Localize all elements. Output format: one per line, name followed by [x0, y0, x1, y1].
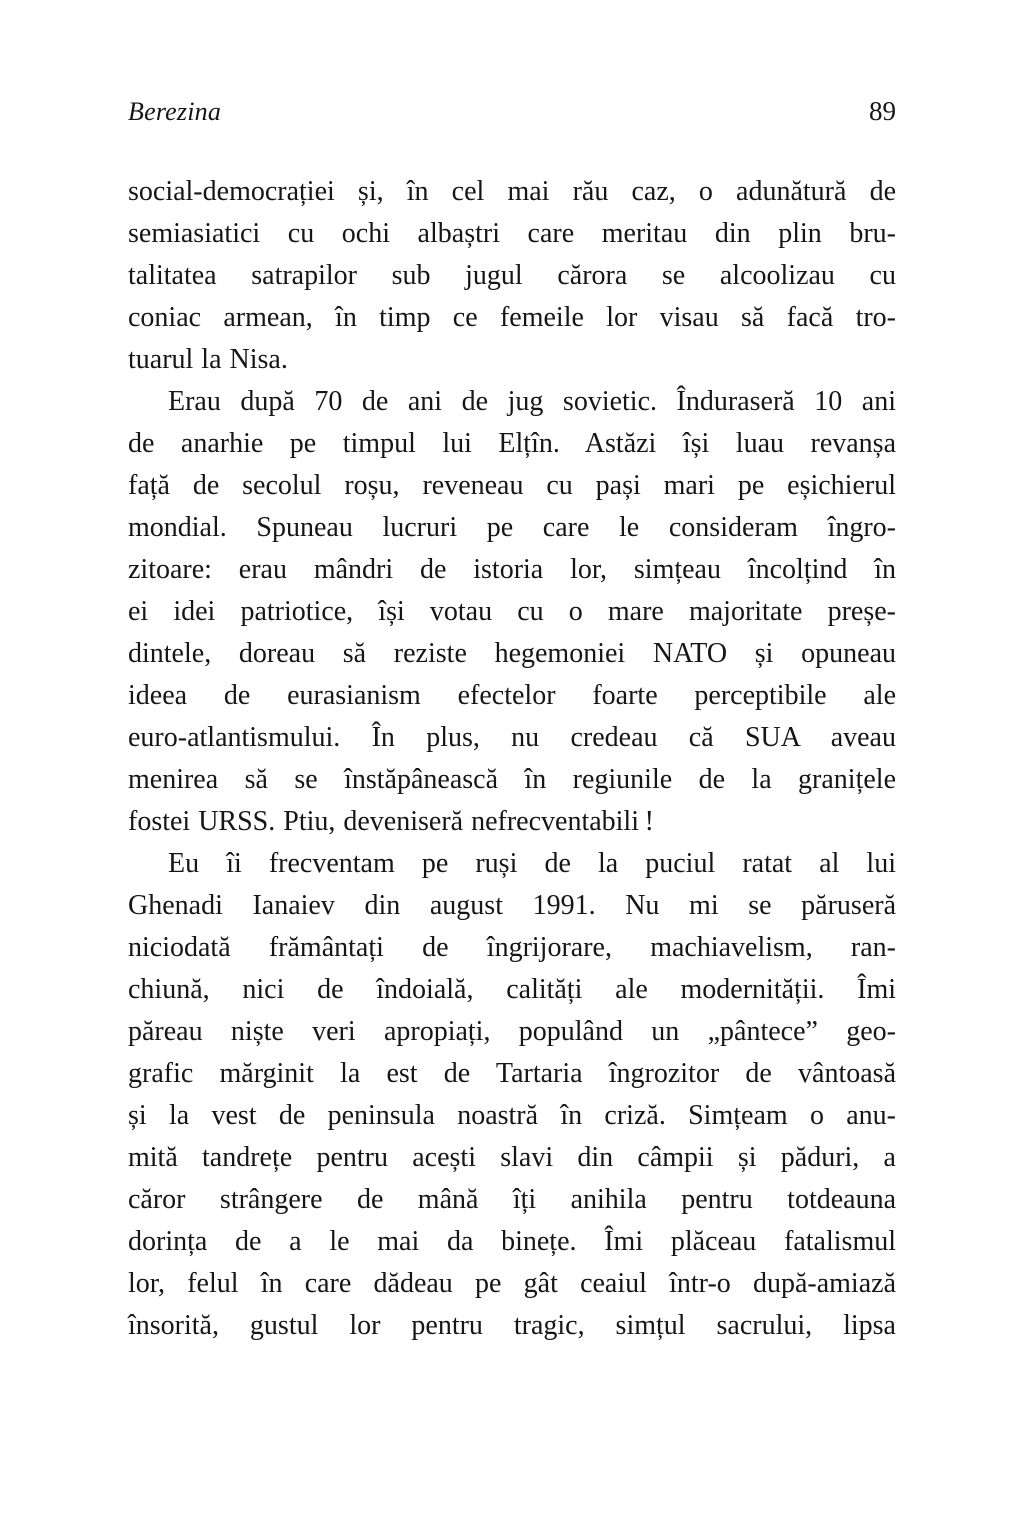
- text-line: niciodată frământați de îngrijorare, machiavelism, ran-: [128, 932, 896, 963]
- paragraph: [128, 171, 896, 381]
- text-line: euro-atlantismului. În plus, nu credeau că SUA aveau: [128, 722, 896, 753]
- text-line: mită tandrețe pentru acești slavi din câmpii și păduri, a: [128, 1142, 896, 1173]
- page-body-text: [128, 171, 896, 1347]
- running-header: [128, 96, 896, 127]
- text-line: social-democrației și, în cel mai rău caz, o adunătură de: [128, 176, 896, 207]
- text-line: și la vest de peninsula noastră în criză. Simțeam o anu-: [128, 1100, 896, 1131]
- paragraph: [128, 843, 896, 1347]
- text-line: menirea să se înstăpânească în regiunile de la granițele: [128, 764, 896, 795]
- text-line: lor, felul în care dădeau pe gât ceaiul într-o după-amiază: [128, 1268, 896, 1299]
- book-title: Berezina: [128, 97, 222, 126]
- page-number: 89: [869, 96, 896, 126]
- text-line: Eu îi frecventam pe ruși de la puciul ratat al lui: [168, 848, 896, 879]
- text-line: ei idei patriotice, își votau cu o mare majoritate preșe-: [128, 596, 896, 627]
- text-line: față de secolul roșu, reveneau cu pași mari pe eșichierul: [128, 470, 896, 501]
- text-line: însorită, gustul lor pentru tragic, simțul sacrului, lipsa: [128, 1310, 896, 1341]
- text-line: ideea de eurasianism efectelor foarte perceptibile ale: [128, 680, 896, 711]
- text-line: talitatea satrapilor sub jugul cărora se alcoolizau cu: [128, 260, 896, 291]
- text-line: dorința de a le mai da binețe. Îmi plăceau fatalismul: [128, 1226, 896, 1257]
- text-line: Ghenadi Ianaiev din august 1991. Nu mi se păruseră: [128, 890, 896, 921]
- paragraph: [128, 381, 896, 843]
- text-line: semiasiatici cu ochi albaștri care meritau din plin bru-: [128, 218, 896, 249]
- text-line: de anarhie pe timpul lui Elțîn. Astăzi își luau revanșa: [128, 428, 896, 459]
- text-line: căror strângere de mână îți anihila pentru totdeauna: [128, 1184, 896, 1215]
- text-line: zitoare: erau mândri de istoria lor, simțeau încolțind în: [128, 554, 896, 585]
- text-line: coniac armean, în timp ce femeile lor visau să facă tro-: [128, 302, 896, 333]
- text-line: grafic mărginit la est de Tartaria îngrozitor de vântoasă: [128, 1058, 896, 1089]
- text-line: dintele, doreau să reziste hegemoniei NATO și opuneau: [128, 638, 896, 669]
- text-line: tuarul la Nisa.: [128, 344, 288, 375]
- text-line: păreau niște veri apropiați, populând un „pântece” geo-: [128, 1016, 896, 1047]
- text-line: chiună, nici de îndoială, calități ale modernității. Îmi: [128, 974, 896, 1005]
- text-line: fostei URSS. Ptiu, deveniseră nefrecventabili !: [128, 806, 654, 837]
- text-line: Erau după 70 de ani de jug sovietic. Înduraseră 10 ani: [168, 386, 896, 417]
- text-line: mondial. Spuneau lucruri pe care le consideram îngro-: [128, 512, 896, 543]
